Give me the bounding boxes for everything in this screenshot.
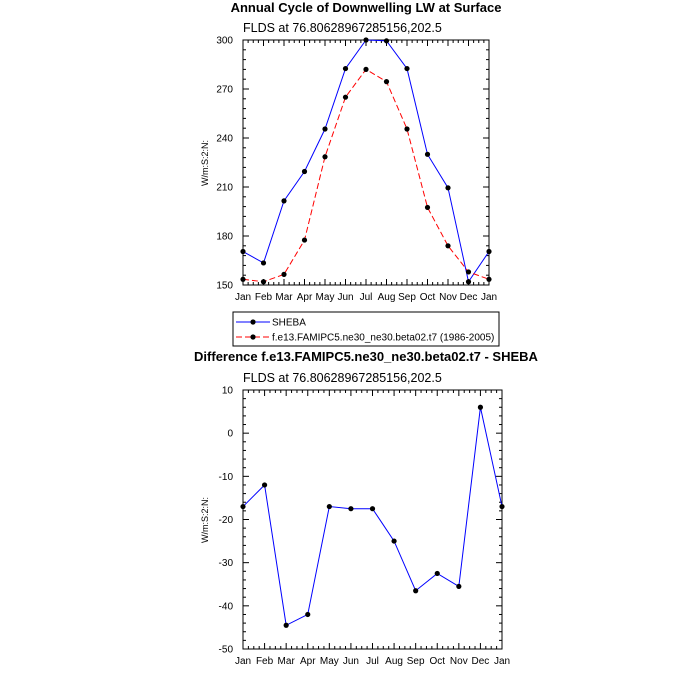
x-tick-label: May [319, 656, 339, 667]
series-lines [240, 405, 504, 628]
y-tick-label: -50 [218, 644, 233, 656]
tick-labels [216, 36, 497, 304]
plot-frame [243, 40, 489, 285]
data-point [240, 277, 245, 282]
chart-subtitle: FLDS at 76.80628967285156,202.5 [243, 21, 442, 35]
data-point [404, 126, 409, 131]
data-point [466, 279, 471, 284]
legend-label-sheba: SHEBA [272, 317, 306, 329]
x-tick-label: Feb [254, 292, 273, 303]
y-axis-label: W/m:S:2:N: [200, 139, 210, 187]
series-line-1 [243, 69, 489, 281]
y-tick-label: -10 [218, 471, 233, 483]
x-tick-label: May [315, 292, 335, 303]
y-tick-label: 0 [227, 428, 233, 440]
y-tick-label: 240 [216, 133, 233, 145]
data-point [363, 37, 368, 42]
x-tick-label: Mar [275, 292, 293, 303]
data-point [261, 260, 266, 265]
x-tick-label: Oct [419, 292, 436, 303]
data-point [281, 198, 286, 203]
series-lines [240, 37, 491, 284]
y-tick-label: 180 [216, 231, 233, 243]
x-tick-label: Jun [337, 292, 354, 303]
data-point [486, 249, 491, 254]
data-point [391, 538, 396, 543]
data-point [486, 277, 491, 282]
data-point [343, 95, 348, 100]
y-tick-label: 300 [216, 35, 233, 47]
x-tick-label: Nov [449, 656, 468, 667]
data-point [322, 126, 327, 131]
legend-marker-model [250, 334, 255, 339]
y-tick-label: 150 [216, 280, 233, 292]
data-point [261, 279, 266, 284]
axis-ticks [243, 390, 502, 649]
data-point [302, 237, 307, 242]
x-tick-label: Jul [366, 656, 379, 667]
x-tick-label: Nov [439, 292, 457, 303]
axis-ticks [243, 40, 489, 285]
data-point [456, 584, 461, 589]
chart-title: Annual Cycle of Downwelling LW at Surface [230, 0, 502, 15]
x-tick-label: Aug [377, 292, 396, 303]
legend [233, 312, 499, 346]
data-point [305, 612, 310, 617]
difference-chart [194, 349, 539, 667]
series-line-0 [243, 407, 502, 625]
data-point [425, 205, 430, 210]
y-tick-label: -30 [218, 558, 233, 570]
x-tick-label: Jan [234, 656, 252, 667]
data-point [240, 504, 245, 509]
plot-frame [243, 390, 502, 649]
data-point [404, 66, 409, 71]
data-point [384, 79, 389, 84]
x-tick-label: Jan [234, 292, 252, 303]
chart-subtitle: FLDS at 76.80628967285156,202.5 [243, 371, 442, 385]
data-point [413, 588, 418, 593]
x-tick-label: Jan [480, 292, 498, 303]
series-line-0 [243, 40, 489, 282]
data-point [281, 272, 286, 277]
x-tick-label: Apr [299, 656, 316, 667]
y-tick-label: -20 [218, 515, 233, 526]
data-point [327, 504, 332, 509]
data-point [384, 38, 389, 43]
data-point [445, 243, 450, 248]
legend-label-model: f.e13.FAMIPC5.ne30_ne30.beta02.t7 (1986-2005) [272, 332, 495, 344]
data-point [499, 504, 504, 509]
x-tick-label: Jan [493, 656, 511, 667]
x-tick-label: Dec [459, 292, 478, 303]
data-point [445, 185, 450, 190]
x-tick-label: Apr [296, 292, 313, 303]
y-tick-label: 10 [221, 385, 233, 397]
x-tick-label: Sep [406, 656, 425, 667]
y-tick-label: 270 [216, 84, 233, 96]
data-point [284, 623, 289, 628]
data-point [435, 571, 440, 576]
data-point [343, 66, 348, 71]
x-tick-label: Oct [429, 656, 446, 667]
data-point [370, 506, 375, 511]
y-axis-label: W/m:S:2:N: [200, 496, 210, 544]
annual-cycle-chart [200, 0, 501, 346]
x-tick-label: Jul [359, 292, 373, 303]
y-tick-label: -40 [218, 601, 233, 613]
data-point [466, 269, 471, 274]
data-point [425, 152, 430, 157]
x-tick-label: Sep [398, 292, 416, 303]
x-tick-label: Jun [342, 656, 359, 667]
data-point [322, 154, 327, 159]
chart-title: Difference f.e13.FAMIPC5.ne30_ne30.beta02.t7 - SHEBA [194, 349, 538, 364]
data-point [348, 506, 353, 511]
x-tick-label: Aug [385, 656, 403, 667]
data-point [302, 169, 307, 174]
x-tick-label: Dec [471, 656, 490, 667]
legend-marker-sheba [250, 319, 255, 324]
data-point [363, 67, 368, 72]
data-point [240, 249, 245, 254]
x-tick-label: Mar [277, 656, 295, 667]
data-point [478, 405, 483, 410]
x-tick-label: Feb [255, 656, 274, 667]
data-point [262, 482, 267, 487]
y-tick-label: 210 [216, 182, 233, 194]
